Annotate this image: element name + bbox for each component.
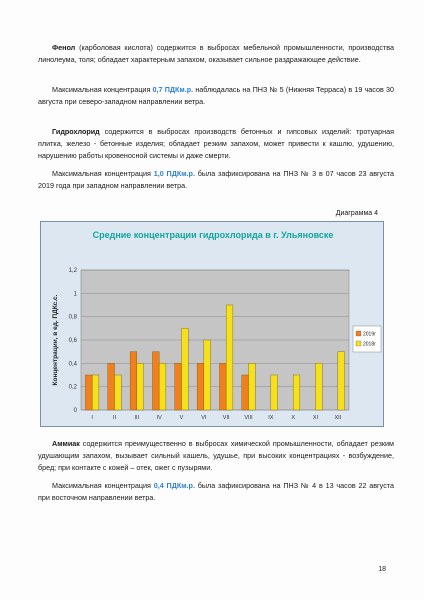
bar-2018г <box>182 328 189 410</box>
bar-2018г <box>249 363 256 410</box>
paragraph-hydrochloride <box>38 126 394 162</box>
x-tick-label: VII <box>222 415 230 421</box>
hydrochloride-max-post: была зафиксирована на ПНЗ № 3 в 07 часов 23 августа 2019 года при западном направлении ветра. <box>38 169 394 190</box>
x-tick-label: IV <box>156 415 162 421</box>
legend-swatch <box>356 331 361 336</box>
term-hydrochloride: Гидрохлорид <box>52 127 100 136</box>
bar-2019г <box>175 363 182 410</box>
legend-swatch <box>356 341 361 346</box>
y-tick-label: 0 <box>73 408 77 414</box>
y-tick-label: 1 <box>73 291 77 298</box>
x-tick-label: VIII <box>244 415 253 421</box>
x-tick-label: I <box>91 415 93 421</box>
x-tick-label: XI <box>312 415 319 421</box>
paragraph-ammonia <box>38 438 394 474</box>
bar-2019г <box>130 352 137 410</box>
bar-2018г <box>92 375 99 410</box>
x-tick-label: III <box>134 415 140 421</box>
x-tick-label: X <box>291 415 296 421</box>
legend-label: 2018г <box>363 341 376 348</box>
paragraph-phenol-max <box>38 84 394 108</box>
y-tick-label: 0,4 <box>68 361 77 368</box>
term-ammonia: Аммиак <box>52 439 80 448</box>
legend-label: 2019г <box>363 331 376 338</box>
ammonia-max-value: 0,4 ПДКм.р. <box>153 481 195 490</box>
bar-2018г <box>137 363 144 410</box>
paragraph-phenol <box>38 42 394 66</box>
paragraph-ammonia-max <box>38 480 394 504</box>
diagram-label: Диаграмма 4 <box>335 210 378 217</box>
ammonia-description: содержится преимущественно в выбросах химической промышленности, обладает резким удушающим запахом, вызывает сильный кашель, удушье, при высоких концентрациях - возбуждение, бред; при контакте с кожей – отек, ожег с пузырями. <box>38 439 394 472</box>
x-tick-label: VI <box>201 415 207 421</box>
bar-2018г <box>338 352 345 410</box>
bar-chart <box>41 222 385 428</box>
bar-2019г <box>197 363 204 410</box>
bar-2019г <box>242 375 249 410</box>
bar-2019г <box>219 363 226 410</box>
y-tick-label: 0,6 <box>68 338 77 344</box>
phenol-max-value: 0,7 ПДКм.р. <box>152 85 194 94</box>
bar-2018г <box>316 363 323 410</box>
y-tick-label: 0,8 <box>68 314 77 321</box>
phenol-max-pre: Максимальная концентрация <box>52 85 153 94</box>
chart-title: Средние концентрации гидрохлорида в г. Ульяновске <box>92 230 334 240</box>
bar-2018г <box>115 375 122 410</box>
y-tick-label: 0,2 <box>68 384 77 391</box>
legend-box <box>353 326 381 352</box>
hydrochloride-max-pre: Максимальная концентрация <box>52 169 154 178</box>
bar-2019г <box>85 375 92 410</box>
bar-2018г <box>271 375 278 410</box>
x-tick-label: XII <box>334 415 342 421</box>
ammonia-max-post: была зафиксирована на ПНЗ № 4 в 13 часов 22 августа при восточном направлении ветра. <box>38 481 394 502</box>
phenol-description: (карболовая кислота) содержится в выбросах мебельной промышленности, производства линолеума, толя; обладает характерным запахом, оказывает сильное раздражающее действие. <box>38 43 394 64</box>
x-tick-label: II <box>112 415 117 421</box>
y-axis-label: Концентрации, в ед. ПДКс.с. <box>52 294 59 386</box>
bar-2018г <box>159 363 166 410</box>
bar-2019г <box>108 363 115 410</box>
x-tick-label: IX <box>268 415 274 421</box>
phenol-max-post: наблюдалась на ПНЗ № 5 (Нижняя Терраса) в 19 часов 30 августа при северо-западном направлении ветра. <box>38 85 394 106</box>
bar-2019г <box>152 352 159 410</box>
chart-container <box>40 221 384 427</box>
ammonia-max-pre: Максимальная концентрация <box>52 481 154 490</box>
bar-2018г <box>293 375 300 410</box>
hydrochloride-max-value: 1,0 ПДКм.р. <box>153 169 195 178</box>
bar-2018г <box>204 340 211 410</box>
term-phenol: Фенол <box>52 43 76 52</box>
hydrochloride-description: содержится в выбросах производств бетонных и гипсовых изделий: тротуарная плитка, железо - бетонные изделия; обладает резким запахом, может привести к кашлю, удушению, нарушению работы кровеносной системы и даже смерти. <box>38 127 394 160</box>
page-number: 18 <box>378 566 386 573</box>
x-tick-label: V <box>179 415 184 421</box>
paragraph-hydrochloride-max <box>38 168 394 192</box>
y-tick-label: 1,2 <box>68 268 77 274</box>
bar-2018г <box>226 305 233 410</box>
